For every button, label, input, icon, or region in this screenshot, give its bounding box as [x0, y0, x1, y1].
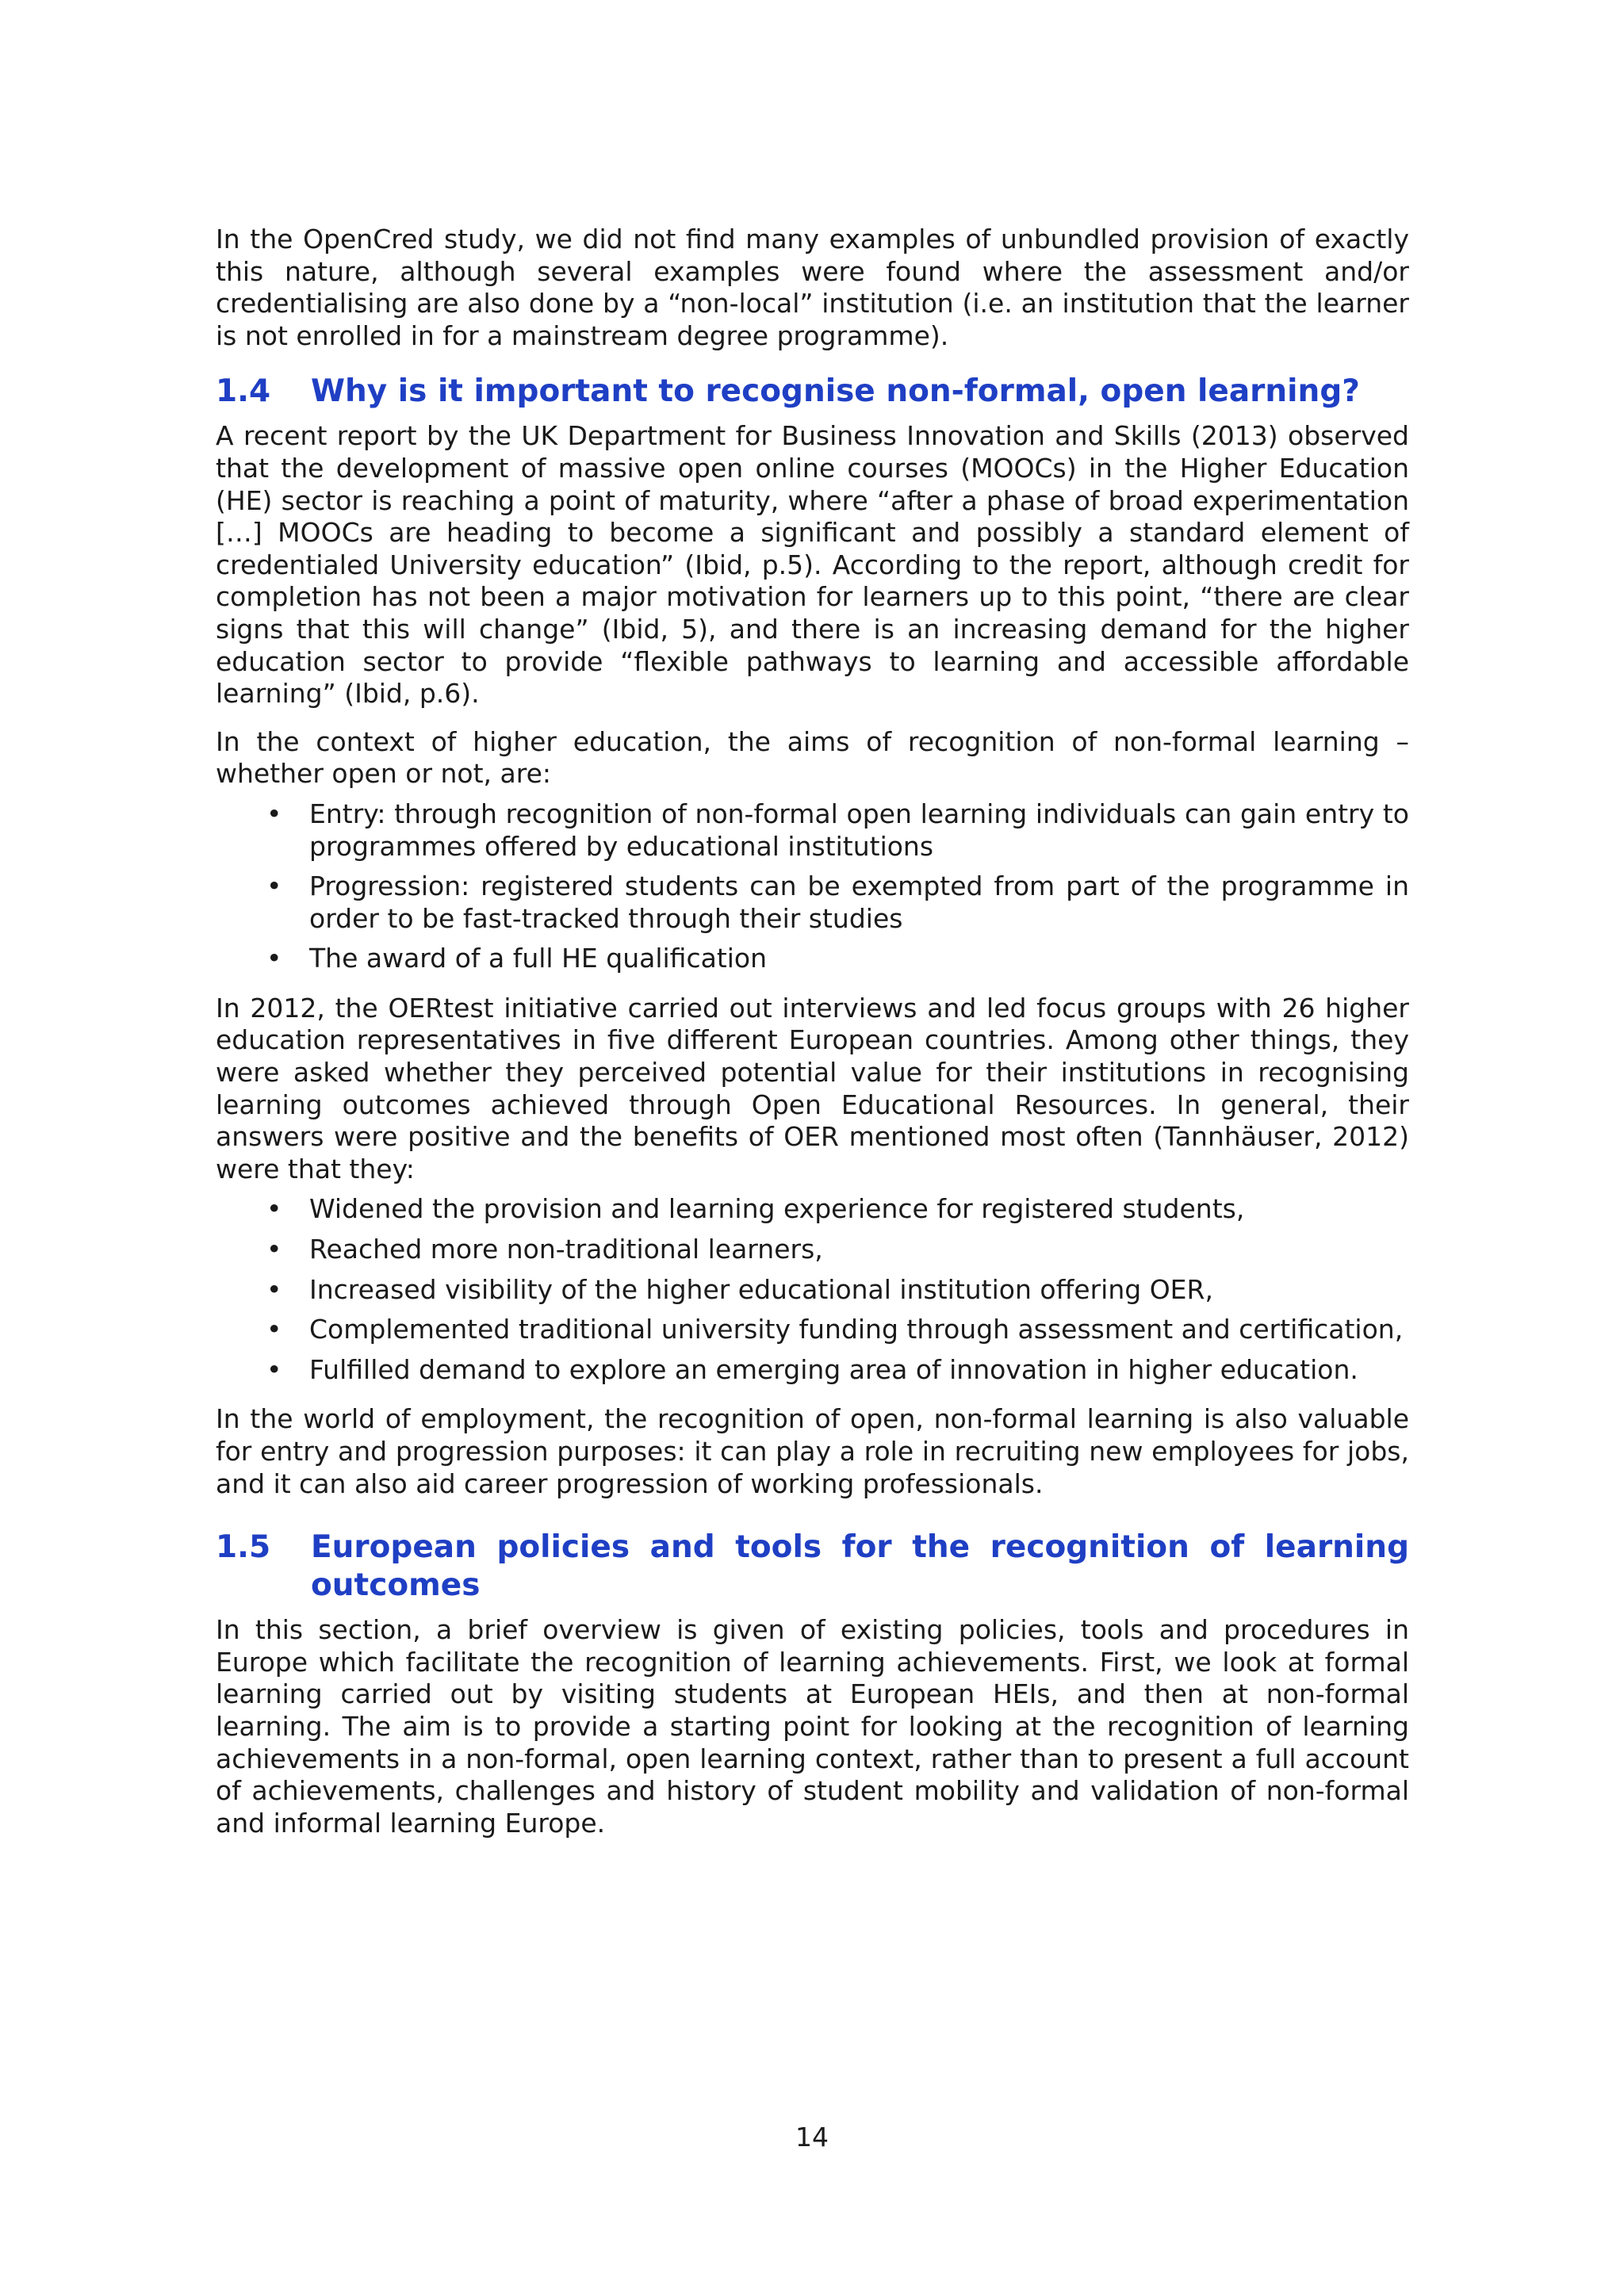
list-item-text: Increased visibility of the higher educational institution offering OER, [309, 1273, 1213, 1305]
page-content [216, 224, 1409, 1855]
bullet-icon: • [266, 1234, 282, 1265]
list-item [216, 871, 1409, 935]
page-number: 14 [795, 2122, 829, 2152]
bullet-icon: • [266, 1314, 282, 1345]
section-number: 1.5 [216, 1529, 271, 1566]
list-item-text: Widened the provision and learning experience for registered students, [309, 1193, 1245, 1225]
list-item [216, 798, 1409, 863]
list-item-text: Complemented traditional university funding through assessment and certification, [309, 1314, 1404, 1345]
list-item-text: Fulfilled demand to explore an emerging area of innovation in higher education. [309, 1353, 1358, 1385]
list-item-text: Entry: through recognition of non-formal open learning individuals can gain entry to programmes offered by educational institutions [309, 798, 1409, 862]
bullet-icon: • [266, 871, 282, 902]
list-item [216, 1354, 1409, 1387]
list-item-text: Reached more non-traditional learners, [309, 1234, 823, 1265]
list-item [216, 1314, 1409, 1346]
list-item-text: The award of a full HE qualification [309, 943, 768, 974]
aims-list [216, 798, 1409, 975]
section-title: Why is it important to recognise non-formal, open learning? [311, 373, 1360, 410]
intro-paragraph: In the OpenCred study, we did not find many examples of unbundled provision of exactly this nature, although several examples were found where the assessment and/or credentialising are also done by a “non-local” institution (i.e. an institution that the learner is not enrolled in for a mainstream degree programme). [216, 224, 1409, 351]
section-heading-1-5 [216, 1529, 1409, 1605]
section-number: 1.4 [216, 373, 271, 410]
bullet-icon: • [266, 1353, 282, 1385]
paragraph: A recent report by the UK Department for Business Innovation and Skills (2013) observed that the development of massive open online courses (MOOCs) in the Higher Education (HE) sector is reaching a point of maturity, where “after a phase of broad experimentation […] MOOCs are heading to become a significant and possibly a standard element of credentialed University education” (Ibid, p.5). According to the report, although credit for completion has not been a major motivation for learners up to this point, “there are clear signs that this will change” (Ibid, 5), and there is an increasing demand for the higher education sector to provide “flexible pathways to learning and accessible affordable learning” (Ibid, p.6). [216, 420, 1409, 710]
section-heading-1-4 [216, 373, 1409, 411]
list-item [216, 943, 1409, 975]
list-item [216, 1234, 1409, 1266]
list-item [216, 1193, 1409, 1226]
section-title: European policies and tools for the recognition of learning outcomes [311, 1529, 1409, 1604]
paragraph: In the world of employment, the recognition of open, non-formal learning is also valuable for entry and progression purposes: it can play a role in recruiting new employees for jobs, and it can also aid career progression of working professionals. [216, 1403, 1409, 1499]
bullet-icon: • [266, 1193, 282, 1225]
list-item [216, 1274, 1409, 1307]
paragraph: In this section, a brief overview is given of existing policies, tools and procedures in Europe which facilitate the recognition of learning achievements. First, we look at formal learning carried out by visiting students at European HEIs, and then at non-formal learning. The aim is to provide a starting point for looking at the recognition of learning achievements in a non-formal, open learning context, rather than to present a full account of achievements, challenges and history of student mobility and validation of non-formal and informal learning Europe. [216, 1614, 1409, 1839]
bullet-icon: • [266, 1273, 282, 1305]
benefits-list [216, 1193, 1409, 1386]
bullet-icon: • [266, 798, 282, 829]
bullet-icon: • [266, 943, 282, 974]
paragraph: In 2012, the OERtest initiative carried out interviews and led focus groups with 26 higher education representatives in five different European countries. Among other things, they were asked whether they perceived potential value for their institutions in recognising learning outcomes achieved through Open Educational Resources. In general, their answers were positive and the benefits of OER mentioned most often (Tannhäuser, 2012) were that they: [216, 992, 1409, 1184]
paragraph: In the context of higher education, the aims of recognition of non-formal learning – whether open or not, are: [216, 725, 1409, 790]
list-item-text: Progression: registered students can be exempted from part of the programme in order to be fast-tracked through their studies [309, 871, 1409, 934]
